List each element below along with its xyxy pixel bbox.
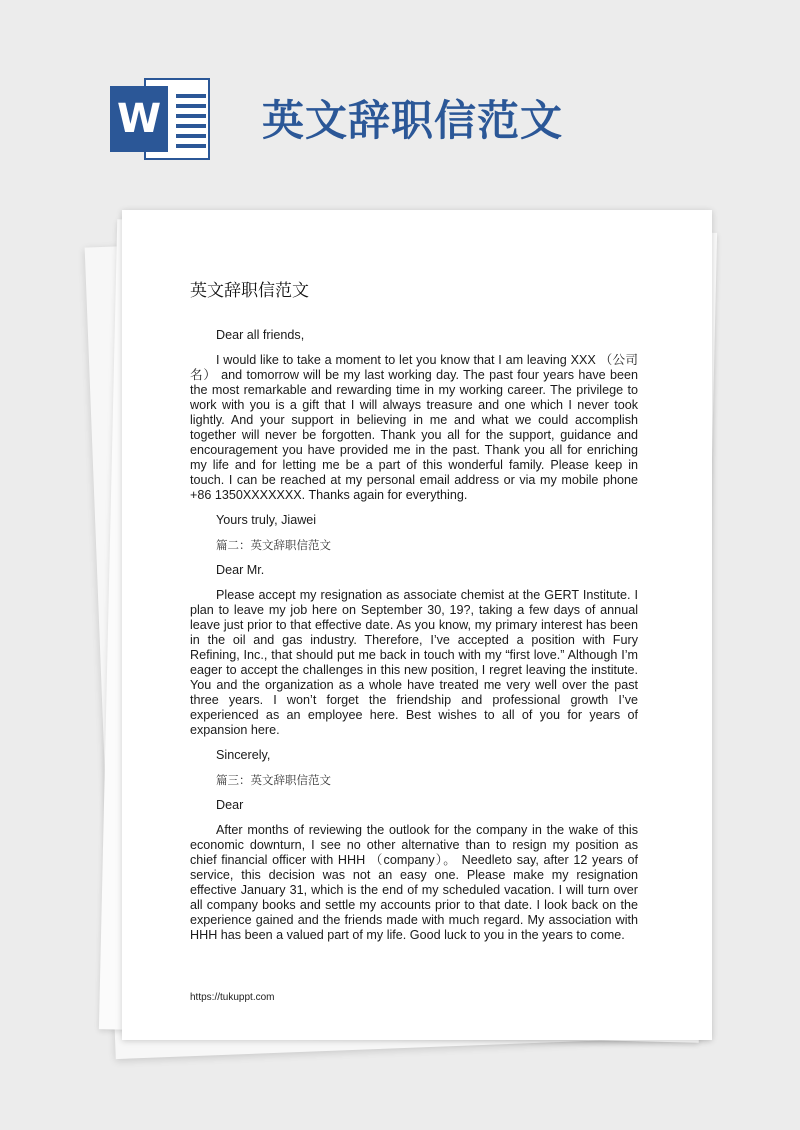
word-icon [110,78,214,160]
word-letter-tile: W [110,86,168,152]
paragraph: Please accept my resignation as associate chemist at the GERT Institute. I plan to leave my job here on September 30, 19?, taking a few days of annual leave just prior to that effective date. As you know, my primary interest has been in the oil and gas industry. Therefore, I’ve accepted a position with Fury Refining, Inc., that should put me back in touch with my “first love.” Although I’m eager to accept the challenges in this new position, I regret leaving the institute. You and the organization as a whole have treated me very well over the past three years. I won’t forget the friendship and professional growth I’ve experienced as an employee here. Best wishes to all of you for years of expansion here. [190,588,638,737]
paragraph: Sincerely, [216,748,271,762]
paragraph: Dear all friends, [216,328,305,342]
paragraph: I would like to take a moment to let you know that I am leaving XXX （公司名） and tomorrow will be my last working day. The past four years have been the most remarkable and rewarding time in my working career. The privilege to work with you is a gift that I will always treasure and one which I never took lightly. And your support in believing in me and what we could accomplish together will never be forgotten. Thank you all for the support, guidance and encouragement you have provided me in the past. Thank you all for enriching my life and for letting me be a part of this wonderful family. Please keep in touch. I can be reached at my personal email address or via my mobile phone +86 1350XXXXXXX. Thanks again for everything. [190,353,638,502]
header-banner [0,0,800,200]
section-heading: 篇二：英文辞职信范文 [216,538,331,552]
footer-url: https://tukuppt.com [190,992,275,1003]
paragraph: After months of reviewing the outlook for the company in the wake of this economic downturn, I see no other alternative than to resign my position as chief financial officer with HHH （company）。 Needleto say, after 12 years of service, this decision was not an easy one. Please make my resignation effective January 31, which is the end of my scheduled vacation. I will turn over all company books and settle my accounts prior to that date. I look back on the experience gained and the friends made with much regard. My association with HHH has been a valued part of my life. Good luck to you in the years to come. [190,823,638,942]
section-heading: 篇三：英文辞职信范文 [216,773,331,787]
paragraph-list [190,328,638,943]
paragraph: Yours truly, Jiawei [216,513,317,527]
document-page [122,210,712,1040]
document-body [190,280,638,953]
paragraph: Dear [216,798,244,812]
paragraph: Dear Mr. [216,563,265,577]
document-title: 英文辞职信范文 [190,281,309,301]
banner-title: 英文辞职信范文 [262,96,564,145]
